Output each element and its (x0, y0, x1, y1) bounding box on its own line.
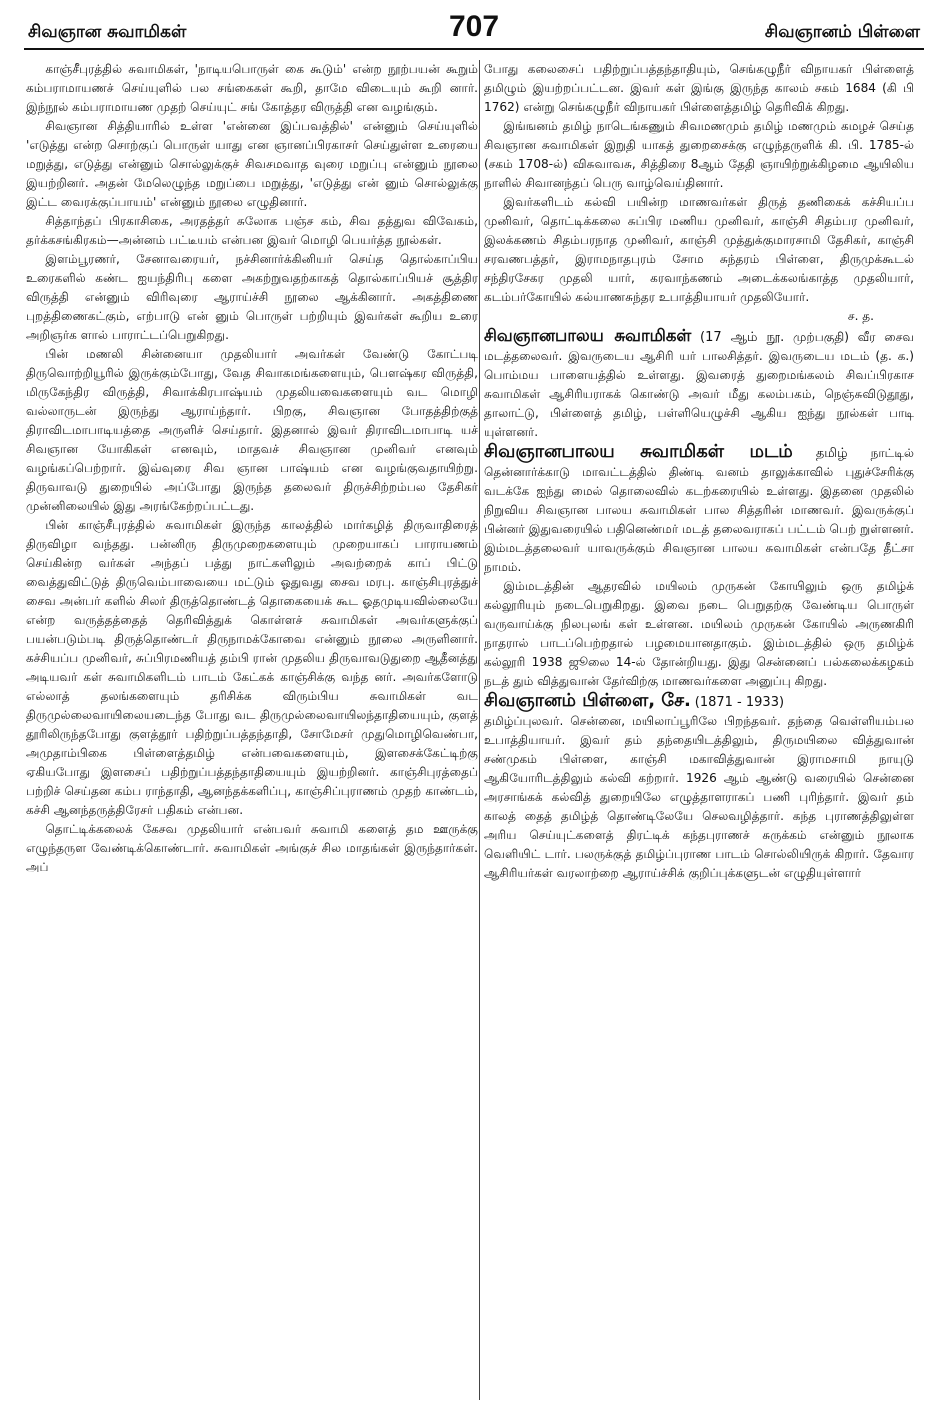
entry-sivagnanam-pillai (484, 691, 914, 712)
paragraph: இவர்களிடம் கல்வி பயின்ற மாணவர்கள் திருத் தணிகைக் கச்சியப்ப முனிவர், தொட்டிக்கலை சுப்பிர மணிய முனிவர், காஞ்சி சிதம்பர முனிவர், இலக்கணம் சிதம்பரநாத முனிவர், காஞ்சி முத்துக்குமாரசாமி தேசிகர், காஞ்சி சரவணபத்தர், இராமநாதபுரம் சோம சுந்தரம் பிள்ளை, திருமுக்கூடல் சந்திரசேகர முதலி யார், கரவாந்கணம் அடைக்கலங்காத்த முதலியார், கடம்பர்கோயில் கல்யாணசுந்தர உபாத்தியாயர் முதலியோர். (484, 195, 914, 304)
paragraph: சிவஞான சித்தியாரில் உள்ள 'என்னை இப்பவத்தில்' என்னும் செய்யுளில் 'எடுத்து என்ற சொற்குப் பொருள் யாது என ஞானப்பிரகாசர் செய்துள்ள உரையை மறுத்து, எடுத்து என்னும் சொல்லுக்குச் சிவசமவாத வுரை மறுப்பு என்னும் நூலை இயற்றினர். அதன் மேலெழுந்த மறுப்பை மறுத்து, 'எடுத்து என் னும் சொல்லுக்கு இட்ட வைரக்குப்பாயம்' என்னும் நூலை எழுதினார். (26, 119, 478, 209)
author-signature: ச. த. (847, 309, 874, 323)
entry-siva-gnana-balaya-matam (484, 442, 914, 577)
paragraph-continuation: போது கலைசைப் பதிற்றுப்பத்தந்தாதியும், செங்கழுநீர் விநாயகர் பிள்ளைத் தமிழும் இயற்றப்பட்டன. இவர் கள் இங்கு இருந்த காலம் சகம் 1684 (கி பி 1762) என்று செங்கழுநீர் விநாயகர் பிள்ளைத்தமிழ் தெரிவிக் கிறது. (484, 62, 914, 114)
paragraph: பின் காஞ்சீபுரத்தில் சுவாமிகள் இருந்த காலத்தில் மார்கழித் திருவாதிரைத் திருவிழா வந்தது. பன்னிரு திருமுறைகளையும் முறையாகப் பாராயணம் செய்கின்ற வர்கள் அந்தப் பத்து நாட்களிலும் அவற்றைக் காப் பிட்டு வைத்துவிட்டுத் திருவெம்பாவையை மட்டும் ஓதுவது சைவ மரபு. காஞ்சிபுரத்துச் சைவ அன்பர் களில் சிலர் திருத்தொண்டத் தொகையைக் கூட ஓதமுடியவில்லையே என்ற வருத்தத்தைத் தெரிவித்துக் கொள்ளச் சுவாமிகள் அவர்களுக்குப் பயன்படும்படி திருத்தொண்டர் திருநாமக்கோவை என்னும் நூலை அருளினார். கச்சியப்ப முனிவர், சுப்பிரமணியத் தம்பி ரான் முதலிய திருவாவடுதுறை ஆதீனத்து அடியவர் கள் சுவாமிகளிடம் பாடம் கேட்கக் காஞ்சிக்கு வந்த னர். அவர்களோடு எல்லாத் தலங்களையும் தரிசிக்க விரும்பிய சுவாமிகள் வட திருமுல்லைவாயிலையடைந்த போது வட திருமுல்லைவாயிலந்தாதியையும், குளத் தூரிலிருந்தபோது குளத்தூர் பதிற்றுப்பத்தந்தாதி, சோமேசர் முதுமொழிவெண்பா, அமுதாம்பிகை பிள்ளைத்தமிழ் என்பவைகளையும், இளசைக்கேட்டிற்கு ஏகியபோது இளசைப் பதிற்றுப்பத்தந்தாதியையும் இயற்றினர். காஞ்சிபுரத்தைப் பற்றிச் செய்தன கம்ப ராந்தாதி, ஆனந்தக்களிப்பு, காஞ்சிப்புராணம் முதற் காண்டம், கச்சி ஆனந்தருத்திரேசர் பதிகம் என்பன. (26, 518, 478, 817)
entry-meta: (17 ஆம் நூ. (700, 330, 785, 345)
paragraph: தொட்டிக்கலைக் கேசவ முதலியார் என்பவர் சுவாமி களைத் தம ஊருக்கு எழுந்தருள வேண்டிக்கொண்டார். சுவாமிகள் அங்குச் சில மாதங்கள் இருந்தார்கள். அப் (26, 822, 478, 874)
paragraph: காஞ்சீபுரத்தில் சுவாமிகள், 'நாடியபொருள் கை கூடும்' என்ற நூற்பயன் கூறும் கம்பராமாயணச் செய்யுளில் பல சங்கைகள் கூறி, தாமே விடையும் கூறி னார். இந்நூல் கம்பராமாயண முதற் செய்யுட் சங் கோத்தர விருத்தி என வழங்கும். (26, 62, 478, 114)
running-head-left: சிவஞான சுவாமிகள் (28, 22, 187, 42)
entry-title: சிவஞானம் பிள்ளை, சே. (484, 690, 691, 711)
paragraph: சித்தாந்தப் பிரகாசிகை, அரதத்தர் சுலோக பஞ்ச கம், சிவ தத்துவ விவேகம், தர்க்கசங்கிரகம்—அன்னம் பட்டீயம் என்பன இவர் மொழி பெயர்த்த நூல்கள். (26, 214, 478, 247)
entry-meta: தமிழ் (815, 446, 848, 461)
entry-meta: (1871 - 1933) (694, 695, 785, 710)
entry-text: முற்பகுதி) வீர சைவ மடத்தலைவர். இவருடைய ஆசிரி யர் பாலசித்தர். இவருடைய மடம் (த. க.) பொம்மய பாளையத்தில் உள்ளது. இவரைத் துறைமங்கலம் சிவப்பிரகாச சுவாமிகள் ஆசிரியராகக் கொண்டு அவர் மீது கலம்பகம், நெஞ்சுவிடுதூது, தாலாட்டு, பிள்ளைத் தமிழ், பள்ளியெழுச்சி ஆகிய ஐந்து நூல்கள் பாடி யுள்ளனர். (484, 330, 914, 439)
running-head-right: சிவஞானம் பிள்ளை (764, 22, 920, 42)
entry-text: நாட்டில் தென்னார்க்காடு மாவட்டத்தில் திண்டி வனம் தாலுக்காவில் புதுச்சேரிக்கு வடக்கே ஐந்து மைல் தொலைவில் கடற்கரையில் உள்ளது. இதனை முதலில் நிறுவிய சிவஞான பாலய சுவாமிகள் பால சித்தரின் மாணவர். இவருக்குப் பின்னர் இதுவரையில் பதினெண்மர் மடத் தலைவராகப் பட்டம் பெற் றுள்ளனர். இம்மடத்தலைவர் யாவருக்கும் சிவஞான பாலய சுவாமிகள் என்பதே தீட்சா நாமம். (484, 446, 914, 574)
column-divider (479, 60, 480, 1400)
page-header (24, 8, 924, 50)
right-column (484, 60, 914, 1400)
entry-title: சிவஞானபாலய சுவாமிகள் மடம் (484, 441, 793, 462)
left-column (26, 60, 478, 1400)
paragraph: இங்ஙனம் தமிழ் நாடெங்கணும் சிவமணமும் தமிழ் மணமும் கமழச் செய்த சிவஞான சுவாமிகள் இறுதி யாகத் துறைசைக்கு எழுந்தருளிக் கி. பி. 1785-ல் (சகம் 1708-ல்) விசுவாவசு, சித்திரை 8ஆம் தேதி ஞாயிற்றுக்கிழமை ஆயிலிய நாளில் சிவானந்தப் பெரு வாழ்வெய்தினார். (484, 119, 914, 190)
paragraph: இளம்பூரணர், சேனாவரையர், நச்சினார்க்கினியர் செய்த தொல்காப்பிய உரைகளில் கண்ட ஐயந்திரிபு களை அகற்றுவதற்காகத் தொல்காப்பியச் சூத்திர விருத்தி என்னும் விரிவுரை ஆராய்ச்சி நூலை ஆக்கினார். அகத்திணை புறத்திணைகட்கும், எற்பாடு என் னும் பொருள் பற்றியும் இவர்கள் கூறிய உரை அறிஞர்க ளால் பாராட்டப்பெறுகிறது. (26, 252, 478, 342)
paragraph: இம்மடத்தின் ஆதரவில் மயிலம் முருகன் கோயிலும் ஒரு தமிழ்க் கல்லூரியும் நடைபெறுகிறது. இவை நடை பெறுதற்கு வேண்டிய பொருள் வருவாய்க்கு நிலபுலங் கள் உள்ளன. மயிலம் முருகன் கோயில் அருணகிரி நாதரால் பாடப்பெற்றதால் பழமையானதாகும். இம்மடத்தில் ஒரு தமிழ்க் கல்லூரி 1938 ஜூலை 14-ல் தோன்றியது. இது சென்னைப் பல்கலைக்கழகம் நடத் தும் வித்துவான் தேர்விற்கு மாணவர்களை அனுப்பு கிறது. (484, 579, 914, 688)
page-number: 707 (448, 10, 500, 43)
entry-siva-gnana-balaya (484, 326, 914, 442)
entry-text: தமிழ்ப்புலவர். சென்னை, மயிலாப்பூரிலே பிறந்தவர். தந்தை வெள்ளியம்பல உபாத்தியாயர். இவர் தம் தந்தையிடத்திலும், திருமயிலை வித்துவான் சண்முகம் பிள்ளை, காஞ்சி மகாவித்துவான் இராமசாமி நாயுடு ஆகியோரிடத்திலும் கல்வி கற்றார். 1926 ஆம் ஆண்டு வரையில் சென்னை அரசாங்கக் கல்வித் துறையிலே எழுத்தாளராகப் பணி புரிந்தார். இவர் தம் காலத் தைத் தமிழ்த் தொண்டிலேயே செலவழித்தார். கந்த புராணத்திலுள்ள அரிய செய்யுட்களைத் திரட்டிக் கந்தபுராணச் சுருக்கம் என்னும் நூலாக வெளியிட் டார். பலருக்குத் தமிழ்ப்புராண பாடம் சொல்லியிருக் கிறார். தேவார ஆசிரியர்கள் வரலாற்றை ஆராய்ச்சிக் குறிப்புக்களுடன் எழுதியுள்ளார் (484, 714, 914, 880)
paragraph: பின் மணலி சின்னையா முதலியார் அவர்கள் வேண்டு கோட்படி திருவொற்றியூரில் இருக்கும்போது, வேத சிவாகமங்களையும், பௌஷ்கர விருத்தி, மிருகேந்திர விருத்தி, சிவாக்கிரபாஷ்யம் முதலியவைகளையும் வட மொழி வல்லாருடன் இருந்து ஆராய்ந்தார். பிறகு, சிவஞான போதத்திற்குத் திராவிடமாபாடியத்தை அருளிச் செய்தார். இதனால் இவர் திராவிடமாபாடி யச் சிவஞான யோகிகள் எனவும், மாதவச் சிவஞான முனிவர் எனவும் வழங்கப்பெற்றார். இவ்வுரை சிவ ஞான பாஷ்யம் என வழங்குவதாயிற்று. திருவாவடு துறையில் அப்போது இருந்த தலைவர் திருச்சிற்றம்பல தேசிகர் முன்னிலையில் இது அரங்கேற்றப்பட்டது. (26, 347, 478, 513)
entry-title: சிவஞானபாலய சுவாமிகள் (484, 326, 692, 345)
